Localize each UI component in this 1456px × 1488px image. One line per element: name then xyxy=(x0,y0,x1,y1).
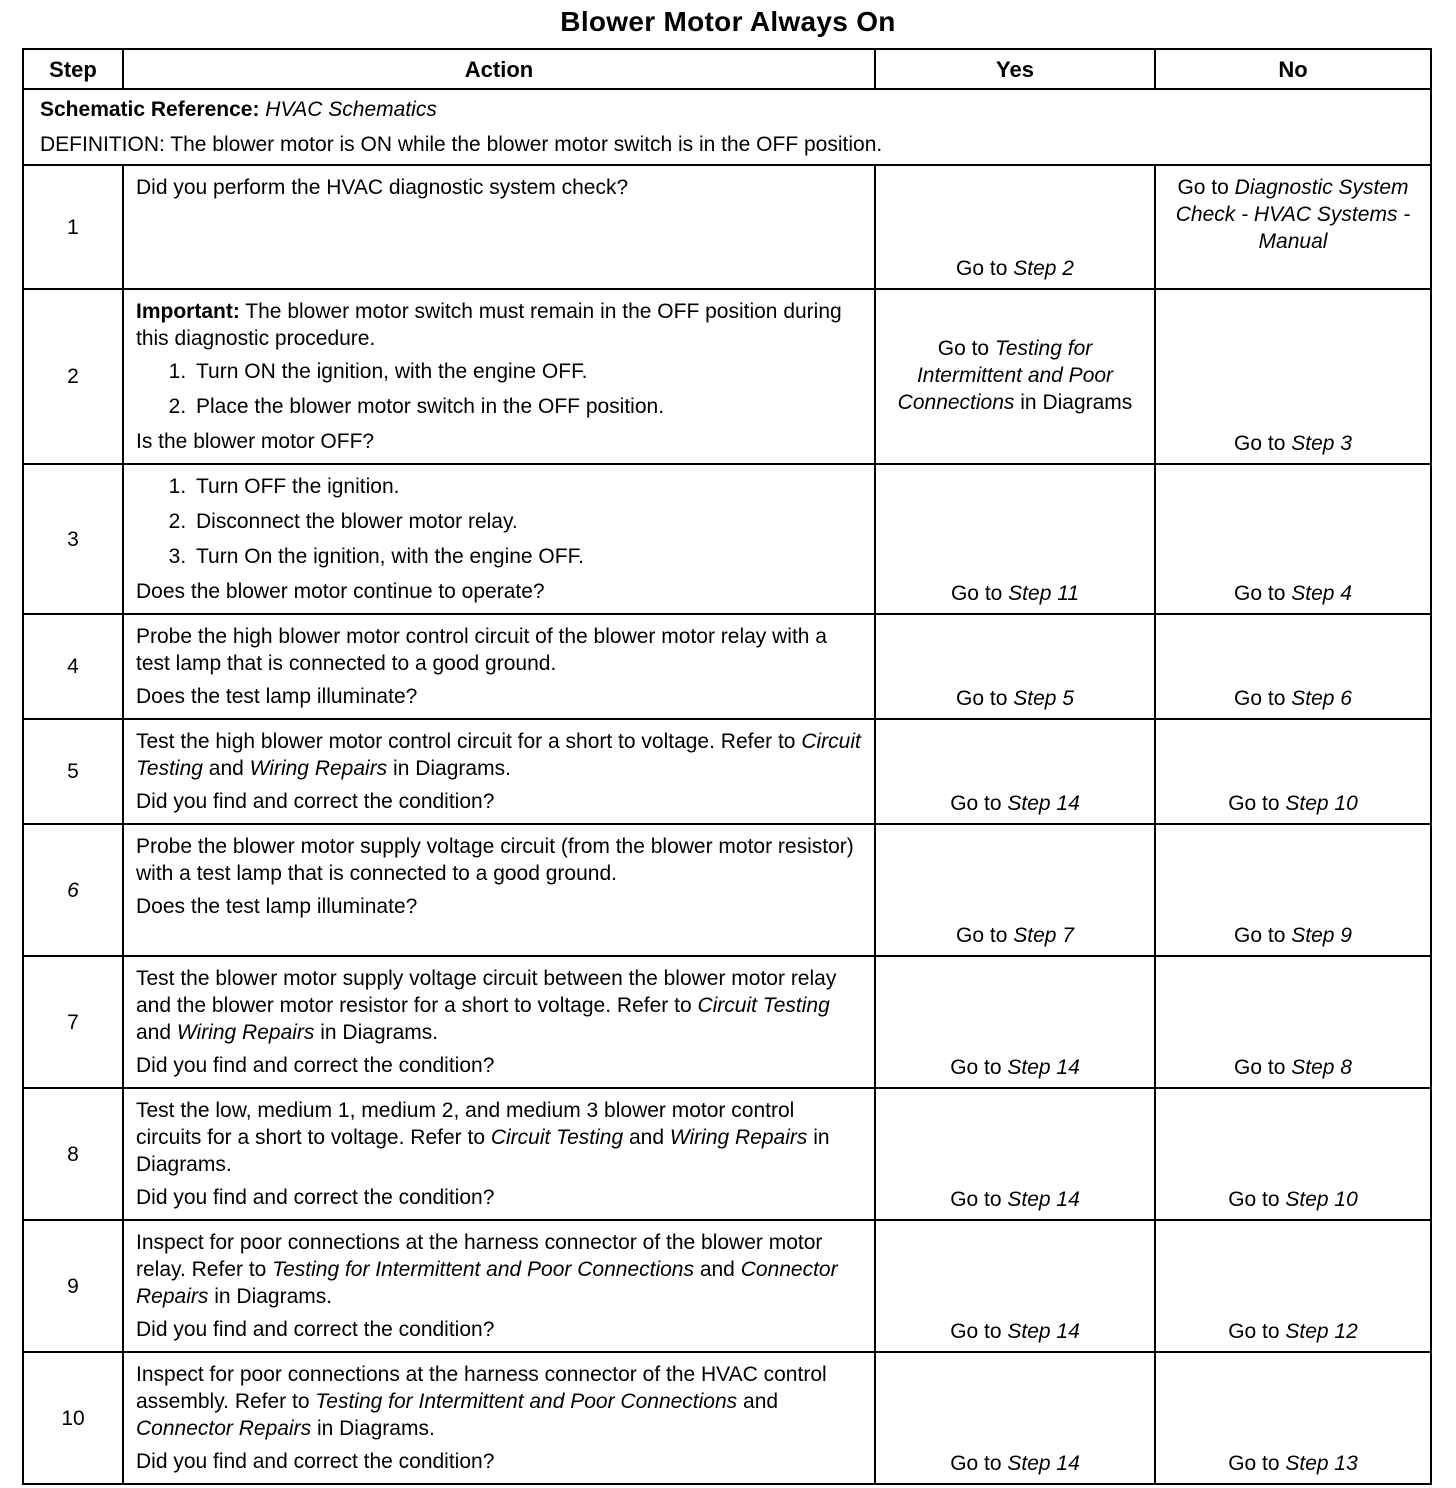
step-yes[interactable]: Go to Step 14 xyxy=(875,956,1155,1088)
step-question: Did you find and correct the condition? xyxy=(136,1318,495,1341)
step-question: Does the blower motor continue to operate? xyxy=(136,580,545,603)
step-action xyxy=(123,824,875,956)
header-action: Action xyxy=(123,49,875,89)
step-instruction: Test the blower motor supply voltage circuit between the blower motor relay and the blower motor resistor for a short to voltage. xyxy=(136,967,837,1017)
step-action: Test the blower motor supply voltage circuit between the blower motor relay and the blower motor resistor for a short to voltage. Refer to Circuit Testing and Wiring Repairs in Diagrams. Did you find and correct the condition? xyxy=(123,956,875,1088)
step-row-4 xyxy=(23,614,1431,719)
wiring-repairs-link[interactable]: Wiring Repairs xyxy=(669,1126,808,1149)
step-action xyxy=(123,289,875,464)
header-no: No xyxy=(1155,49,1431,89)
step-row-5 xyxy=(23,719,1431,824)
step-number: 1 xyxy=(23,165,123,289)
step-number: 7 xyxy=(23,956,123,1088)
step-instruction: Probe the high blower motor control circuit of the blower motor relay with a test lamp that is connected to a good ground. xyxy=(136,625,827,675)
step-question: Is the blower motor OFF? xyxy=(136,430,375,453)
step-link[interactable]: Step 4 xyxy=(1291,582,1352,605)
step-number: 4 xyxy=(23,614,123,719)
step-question: Does the test lamp illuminate? xyxy=(136,685,418,708)
step-row-8 xyxy=(23,1088,1431,1220)
step-instruction: Inspect for poor connections at the harness connector of the HVAC control assembly. xyxy=(136,1363,827,1413)
step-action: Inspect for poor connections at the harness connector of the blower motor relay. Refer to Testing for Intermittent and Poor Connections and Connector Repairs in Diagrams. Did you find and correct the condition? xyxy=(123,1220,875,1352)
circuit-testing-link[interactable]: Circuit Testing xyxy=(136,730,861,780)
wiring-repairs-link[interactable]: Wiring Repairs xyxy=(249,757,388,780)
step-question: Does the test lamp illuminate? xyxy=(136,895,418,918)
list-item: 1. Turn OFF the ignition. xyxy=(192,473,862,500)
step-no[interactable]: Go to Step 6 xyxy=(1155,614,1431,719)
step-number: 5 xyxy=(23,719,123,824)
list-item: 3. Turn On the ignition, with the engine OFF. xyxy=(192,543,862,570)
step-action xyxy=(123,165,875,289)
circuit-testing-link[interactable]: Circuit Testing xyxy=(490,1126,624,1149)
step-yes[interactable]: Go to Testing for Intermittent and Poor Connections in Diagrams xyxy=(875,289,1155,464)
header-step: Step xyxy=(23,49,123,89)
schematic-row xyxy=(23,89,1431,165)
step-question: Did you find and correct the condition? xyxy=(136,1186,495,1209)
step-no[interactable]: Go to Step 10 xyxy=(1155,719,1431,824)
diagnostic-system-check-link[interactable]: Diagnostic System Check - HVAC Systems - Manual xyxy=(1175,176,1411,253)
definition-text: DEFINITION: The blower motor is ON while the blower motor switch is in the OFF position. xyxy=(40,133,883,156)
instruction-list xyxy=(136,473,862,570)
connector-repairs-link[interactable]: Connector Repairs xyxy=(136,1258,838,1308)
step-action xyxy=(123,614,875,719)
connector-repairs-link[interactable]: Connector Repairs xyxy=(136,1417,312,1440)
step-yes[interactable]: Go to Step 7 xyxy=(875,824,1155,956)
step-no[interactable]: Go to Step 3 xyxy=(1155,289,1431,464)
step-row-7 xyxy=(23,956,1431,1088)
step-link[interactable]: Step 13 xyxy=(1285,1452,1358,1475)
wiring-repairs-link[interactable]: Wiring Repairs xyxy=(176,1021,315,1044)
step-row-6 xyxy=(23,824,1431,956)
step-number: 8 xyxy=(23,1088,123,1220)
testing-intermittent-link[interactable]: Testing for Intermittent and Poor Connections xyxy=(272,1258,694,1281)
list-item: 2. Disconnect the blower motor relay. xyxy=(192,508,862,535)
step-yes[interactable]: Go to Step 14 xyxy=(875,719,1155,824)
step-action xyxy=(123,464,875,614)
step-yes[interactable]: Go to Step 5 xyxy=(875,614,1155,719)
step-link[interactable]: Step 10 xyxy=(1285,792,1358,815)
testing-intermittent-link[interactable]: Testing for Intermittent and Poor Connections xyxy=(897,337,1114,414)
step-instruction: Probe the blower motor supply voltage circuit (from the blower motor resistor) with a test lamp that is connected to a good ground. xyxy=(136,835,854,885)
important-label: Important: xyxy=(136,300,240,323)
step-row-10 xyxy=(23,1352,1431,1484)
step-number: 2 xyxy=(23,289,123,464)
schematic-ref-link[interactable]: HVAC Schematics xyxy=(265,98,437,121)
step-no[interactable]: Go to Step 10 xyxy=(1155,1088,1431,1220)
step-link[interactable]: Step 8 xyxy=(1291,1056,1352,1079)
step-instruction: Test the high blower motor control circuit for a short to voltage. xyxy=(136,730,715,753)
step-question: Did you find and correct the condition? xyxy=(136,790,495,813)
step-action: Test the high blower motor control circuit for a short to voltage. Refer to Circuit Testing and Wiring Repairs in Diagrams. Did you find and correct the condition? xyxy=(123,719,875,824)
step-row-1 xyxy=(23,165,1431,289)
step-link[interactable]: Step 14 xyxy=(1007,1056,1080,1079)
step-question: Did you find and correct the condition? xyxy=(136,1450,495,1473)
step-number: 6 xyxy=(23,824,123,956)
step-link[interactable]: Step 14 xyxy=(1007,1452,1080,1475)
step-no[interactable]: Go to Step 9 xyxy=(1155,824,1431,956)
header-yes: Yes xyxy=(875,49,1155,89)
schematic-cell xyxy=(23,89,1431,165)
testing-intermittent-link[interactable]: Testing for Intermittent and Poor Connections xyxy=(315,1390,738,1413)
step-link[interactable]: Step 5 xyxy=(1013,687,1074,710)
step-yes[interactable]: Go to Step 14 xyxy=(875,1352,1155,1484)
step-action: Inspect for poor connections at the harness connector of the HVAC control assembly. Refer to Testing for Intermittent and Poor Connections and Connector Repairs in Diagrams. Did you find and correct the condition? xyxy=(123,1352,875,1484)
page-title: Blower Motor Always On xyxy=(560,6,896,37)
step-action: Test the low, medium 1, medium 2, and medium 3 blower motor control circuits for a short to voltage. Refer to Circuit Testing and Wiring Repairs in Diagrams. Did you find and correct the condition? xyxy=(123,1088,875,1220)
step-link[interactable]: Step 6 xyxy=(1291,687,1352,710)
schematic-label: Schematic Reference: xyxy=(40,98,260,121)
step-no[interactable]: Go to Step 4 xyxy=(1155,464,1431,614)
step-link[interactable]: Step 9 xyxy=(1291,924,1352,947)
step-link[interactable]: Step 14 xyxy=(1007,1320,1080,1343)
step-instruction: Inspect for poor connections at the harness connector of the blower motor relay. xyxy=(136,1231,823,1281)
step-number: 3 xyxy=(23,464,123,614)
step-link[interactable]: Step 14 xyxy=(1007,1188,1080,1211)
step-question: Did you find and correct the condition? xyxy=(136,1054,495,1077)
step-row-3 xyxy=(23,464,1431,614)
step-link[interactable]: Step 14 xyxy=(1007,792,1080,815)
step-row-9 xyxy=(23,1220,1431,1352)
step-yes[interactable]: Go to Step 14 xyxy=(875,1220,1155,1352)
step-no[interactable]: Go to Step 8 xyxy=(1155,956,1431,1088)
step-number: 9 xyxy=(23,1220,123,1352)
step-link[interactable]: Step 7 xyxy=(1013,924,1074,947)
diagnostic-table xyxy=(22,48,1432,1485)
step-link[interactable]: Step 11 xyxy=(1008,582,1080,605)
step-no[interactable]: Go to Step 12 xyxy=(1155,1220,1431,1352)
instruction-list xyxy=(136,358,862,420)
header-row xyxy=(23,49,1431,89)
step-link[interactable]: Step 3 xyxy=(1291,432,1352,455)
step-link[interactable]: Step 10 xyxy=(1285,1188,1358,1211)
step-number: 10 xyxy=(23,1352,123,1484)
step-yes[interactable]: Go to Step 14 xyxy=(875,1088,1155,1220)
step-no[interactable]: Go to Diagnostic System Check - HVAC Systems - Manual xyxy=(1155,165,1431,289)
list-item: 1. Turn ON the ignition, with the engine OFF. xyxy=(192,358,862,385)
step-question: Did you perform the HVAC diagnostic system check? xyxy=(136,176,629,199)
step-link[interactable]: Step 12 xyxy=(1285,1320,1358,1343)
circuit-testing-link[interactable]: Circuit Testing xyxy=(697,994,830,1017)
step-link[interactable]: Step 2 xyxy=(1013,257,1074,280)
step-instruction: Test the low, medium 1, medium 2, and medium 3 blower motor control circuits for a short to voltage. xyxy=(136,1099,795,1149)
list-item: 2. Place the blower motor switch in the OFF position. xyxy=(192,393,862,420)
important-text: The blower motor switch must remain in the OFF position during this diagnostic procedure. xyxy=(136,300,842,350)
step-row-2 xyxy=(23,289,1431,464)
step-yes[interactable]: Go to Step 11 xyxy=(875,464,1155,614)
step-no[interactable]: Go to Step 13 xyxy=(1155,1352,1431,1484)
step-yes[interactable]: Go to Step 2 xyxy=(875,165,1155,289)
